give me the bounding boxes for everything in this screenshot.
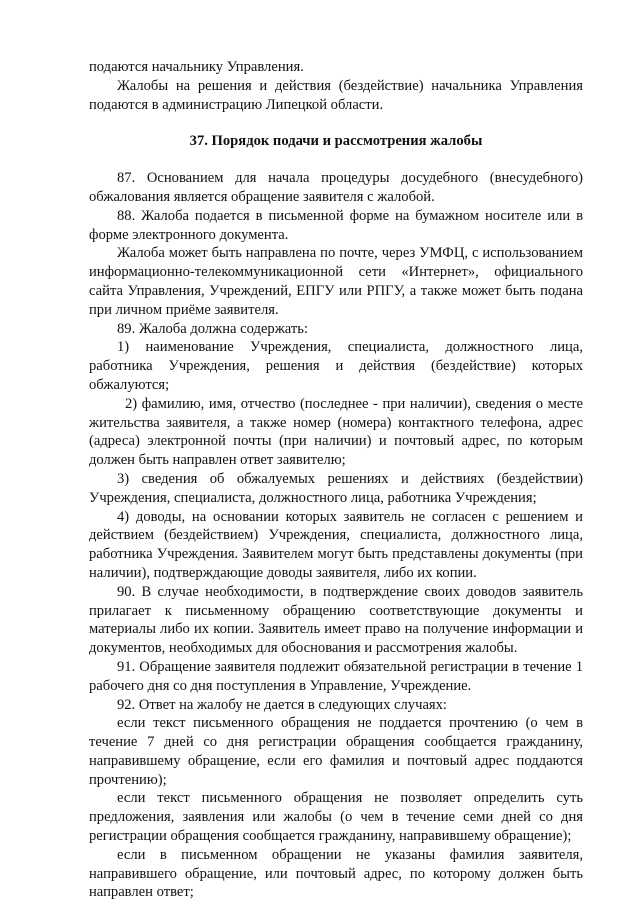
paragraph-88: 88. Жалоба подается в письменной форме на бумажном носителе или в форме электронного документа.	[89, 207, 583, 243]
list-item-89-1: 1) наименование Учреждения, специалиста, должностного лица, работника Учреждения, решения и действия (бездействие) которых обжалуются;	[89, 339, 583, 393]
list-item-89-3: 3) сведения об обжалуемых решениях и действиях (бездействии) Учреждения, специалиста, должностного лица, работника Учреждения;	[89, 470, 583, 506]
paragraph-continued: подаются начальнику Управления.	[89, 59, 304, 75]
paragraph-complaints-head: Жалобы на решения и действия (бездействие) начальника Управления подаются в администрацию Липецкой области.	[89, 77, 583, 113]
list-item-92-b: если текст письменного обращения не позволяет определить суть предложения, заявления или жалобы (о чем в течение семи дней со дня регистрации обращения сообщается гражданину, направившему обращение);	[89, 790, 583, 845]
paragraph-sending-methods: Жалоба может быть направлена по почте, через УМФЦ, с использованием информационно-телекоммуникационной сети «Интернет», официального сайта Управления, Учреждений, ЕПГУ или РПГУ, а также может быть подана при личном приёме заявителя.	[89, 245, 583, 318]
paragraph-87: 87. Основанием для начала процедуры досудебного (внесудебного) обжалования является обращение заявителя с жалобой.	[89, 170, 583, 205]
paragraph-91: 91. Обращение заявителя подлежит обязательной регистрации в течение 1 рабочего дня со дня поступления в Управление, Учреждение.	[89, 658, 583, 694]
paragraph-92: 92. Ответ на жалобу не дается в следующих случаях:	[117, 696, 447, 713]
document-page	[89, 58, 583, 902]
list-item-89-4: 4) доводы, на основании которых заявитель не согласен с решением и действием (бездействием) Учреждения, специалиста, должностного лица, работника Учреждения. Заявителем могут быть представлены документы (при наличии), подтверждающие доводы заявителя, либо их копии.	[89, 508, 583, 581]
list-item-92-a: если текст письменного обращения не поддается прочтению (о чем в течение 7 дней со дня регистрации обращения сообщается гражданину, направившему обращение, если его фамилия и почтовый адрес поддаются прочтению);	[89, 715, 583, 788]
section-heading: 37. Порядок подачи и рассмотрения жалобы	[189, 133, 483, 150]
list-item-89-2: 2) фамилию, имя, отчество (последнее - при наличии), сведения о месте жительства заявителя, а также номер (номера) контактного телефона, адрес (адреса) электронной почты (при наличии) и почтовый адрес, по которым должен быть направлен ответ заявителю;	[89, 395, 583, 469]
paragraph-90: 90. В случае необходимости, в подтверждение своих доводов заявитель прилагает к письменному обращению соответствующие документы и материалы либо их копии. Заявитель имеет право на получение информации и документов, необходимых для обоснования и рассмотрения жалобы.	[89, 583, 583, 657]
list-item-92-c: если в письменном обращении не указаны фамилия заявителя, направившего обращение, или почтовый адрес, по которому должен быть направлен ответ;	[89, 846, 583, 901]
paragraph-89: 89. Жалоба должна содержать:	[117, 320, 308, 337]
